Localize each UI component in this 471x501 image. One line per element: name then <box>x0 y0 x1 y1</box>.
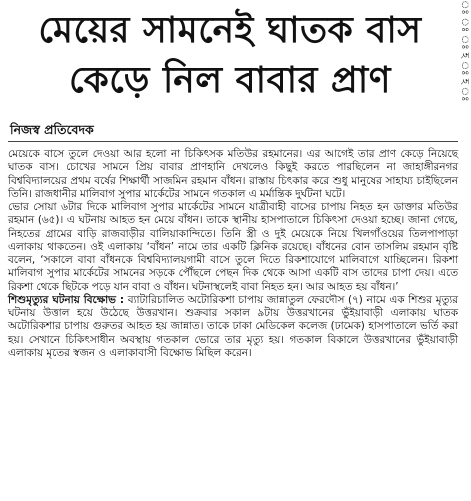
byline-divider <box>8 141 458 142</box>
adjacent-column-edge: ঃ ঃ ঃ হ ঃ হ ঃ <box>459 0 470 102</box>
paragraph-1: মেয়েকে বাসে তুলে দেওয়া আর হলো না চিকিৎসক মতিউর রহমানের। এর আগেই তার প্রাণ কেড়ে নিয়েছে ঘাতক বাস। চোখের সামনে প্রিয় বাবার প্রাণহানি দেখলেও কিছুই করতে পারছিলেন না জাহাঙ্গীরনগর বিশ্ববিদ্যালয়ের প্রথম বর্ষের শিক্ষার্থী সাজমিন রহমান বাঁধন। রাস্তায় চিৎকার করে শুধু মানুষের সাহায্য চাইছিলেন তিনি। রাজধানীর মালিবাগ সুপার মার্কেটের সামনে গতকাল এ মর্মান্তিক দুর্ঘটনা ঘটে। <box>8 148 458 200</box>
article-body <box>8 148 458 360</box>
paragraph-3 <box>8 294 458 360</box>
headline-line-2: কেড়ে নিল বাবার প্রাণ <box>68 59 391 101</box>
byline: নিজস্ব প্রতিবেদক <box>10 122 94 137</box>
subheading: শিশুমৃত্যুর ঘটনায় বিক্ষোভ : <box>8 293 125 306</box>
headline-line-1: মেয়ের সামনেই ঘাতক বাস <box>38 9 422 51</box>
paragraph-2: ভোর সোয়া ৬টার দিকে মালিবাগ সুপার মার্কেটের সামনে যাত্রীবাহী বাসের চাপায় নিহত হন ডাক্তার মতিউর রহমান (৬৫)। এ ঘটনায় আহত হন মেয়ে বাঁধন। তাকে স্থানীয় হাসপাতালে চিকিৎসা দেওয়া হচ্ছে। জানা গেছে, নিহতের গ্রামের বাড়ি রাজবাড়ীর বালিয়াকান্দিতে। তিনি স্ত্রী ও দুই মেয়েকে নিয়ে খিলগাঁওয়ের তিলপাপাড়া এলাকায় থাকতেন। ওই এলাকায় ‘বাঁধন’ নামে তার একটি ক্লিনিক রয়েছে। বাঁধনের বোন তাসলিম রহমান বৃষ্টি বলেন, ‘সকালে বাবা বাঁধনকে বিশ্ববিদ্যালয়গামী বাসে তুলে দিতে রিকশাযোগে মালিবাগে যাচ্ছিলেন। রিকশা মালিবাগ সুপার মার্কেটের সামনের সড়কে পৌঁছলে পেছন দিক থেকে আসা একটি বাস তাদের চাপা দেয়। এতে রিকশা থেকে ছিটকে পড়ে যান বাবা ও বাঁধন। ঘটনাস্থলেই বাবা নিহত হন। আর আহত হয় বাঁধন।’ <box>8 201 458 293</box>
paragraph-3-text: ব্যাটারিচালিত অটোরিকশা চাপায় জান্নাতুল ফেরদৌস (৭) নামে এক শিশুর মৃত্যুর ঘটনায় উত্তাল হয়ে উঠেছে উত্তরখান। শুক্রবার সকাল ৯টায় উত্তরখানের ভুঁইয়াবাড়ী এলাকায় ঘাতক অটোরিকশার চাপায় গুরুতর আহত হয় জান্নাত। তাকে ঢাকা মেডিকেল কলেজ (ঢামেক) হাসপাতালে ভর্তি করা হয়। সেখানে চিকিৎসাধীন অবস্থায় গতকাল ভোরে তার মৃত্যু হয়। গতকাল বিকালে উত্তরখানের ভুঁইয়াবাড়ী এলাকায় মৃতের স্বজন ও এলাকাবাসী বিক্ষোভ মিছিল করেন। <box>8 293 458 359</box>
